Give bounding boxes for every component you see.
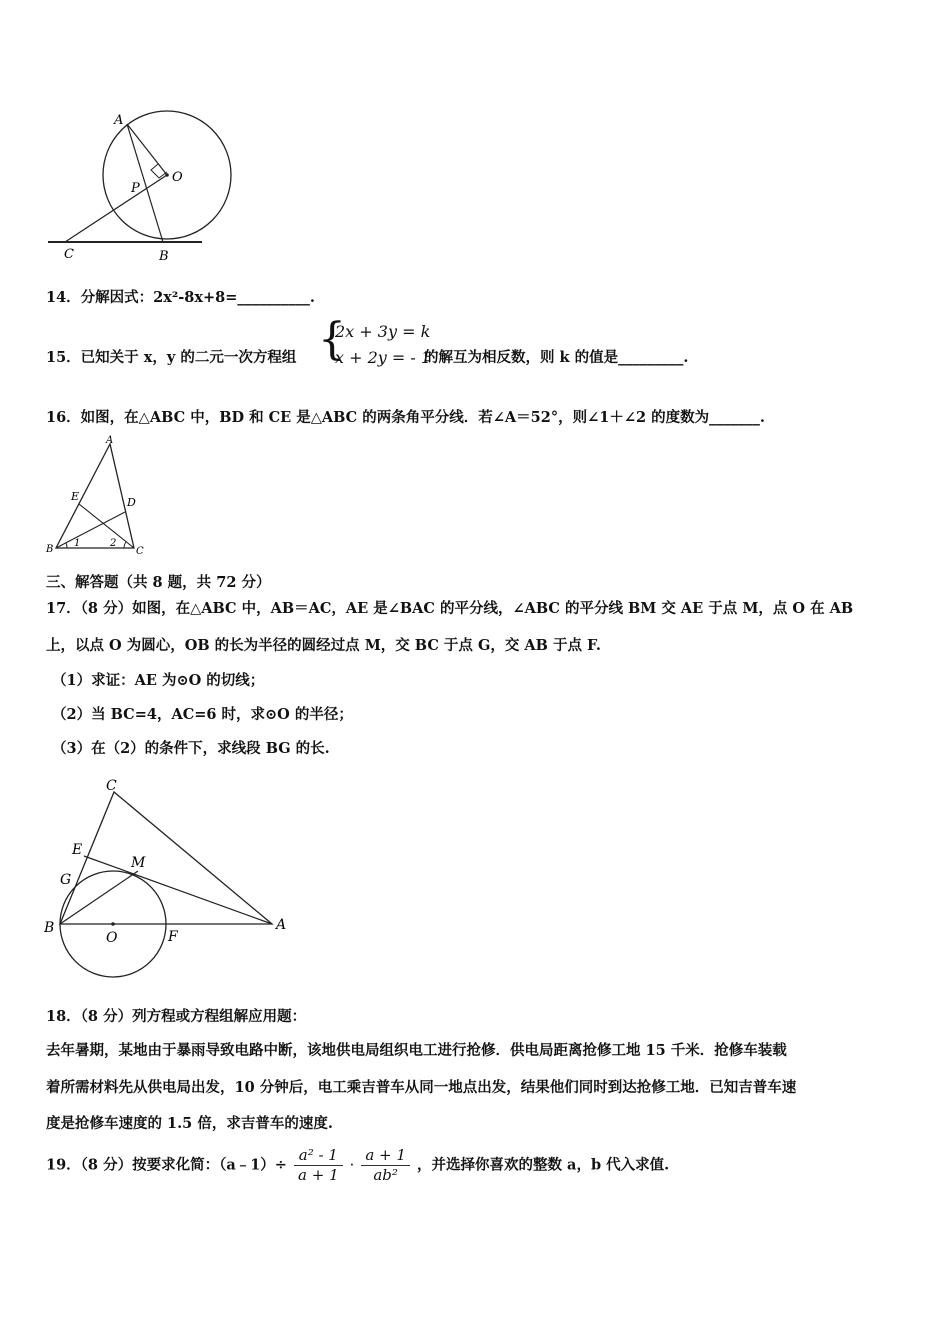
fraction-1-numerator: a² - 1 <box>294 1148 343 1166</box>
label-e: E <box>71 490 80 503</box>
segment-ae <box>84 856 272 924</box>
fraction-1-denominator: a + 1 <box>298 1166 339 1184</box>
equation-1: 2x + 3y = k <box>335 322 431 341</box>
label-m: M <box>131 855 146 871</box>
label-b: B <box>46 544 54 555</box>
question-18-line-3: 度是抢修车速度的 1.5 倍，求吉普车的速度. <box>46 1115 333 1132</box>
segment-bm <box>60 871 138 924</box>
question-15-suffix: 的解互为相反数，则 k 的值是_________. <box>424 349 689 366</box>
figure-triangle-circle <box>40 772 300 982</box>
center-dot <box>165 173 169 177</box>
label-c: C <box>64 247 74 262</box>
triangle-abc <box>56 444 134 548</box>
angle-2-arc <box>124 542 126 548</box>
label-f: F <box>168 929 178 945</box>
question-16: 16．如图，在△ABC 中，BD 和 CE 是△ABC 的两条角平分线．若∠A＝52°，则∠1＋∠2 的度数为_______. <box>46 409 765 426</box>
label-b: B <box>159 249 169 264</box>
label-c: C <box>136 546 144 557</box>
label-2: 2 <box>110 538 117 549</box>
label-e: E <box>72 842 83 858</box>
question-17-line-1: 17．（8 分）如图，在△ABC 中，AB＝AC，AE 是∠BAC 的平分线，∠ABC 的平分线 BM 交 AE 于点 M，点 O 在 AB <box>46 600 854 617</box>
equation-brace: { <box>318 314 346 365</box>
question-18-line-2: 着所需材料先从供电局出发，10 分钟后，电工乘吉普车从同一地点出发，结果他们同时到达抢修工地．已知吉普车速 <box>46 1079 797 1096</box>
section-3-title: 三、解答题（共 8 题，共 72 分） <box>46 574 271 591</box>
segment-cp <box>65 175 167 242</box>
figure-circle-tangent <box>40 108 250 268</box>
question-19-suffix: ，并选择你喜欢的整数 a，b 代入求值. <box>417 1156 670 1174</box>
figure-triangle-bisectors <box>40 432 160 562</box>
question-14: 14．分解因式：2x²-8x+8=__________. <box>46 289 315 306</box>
multiply-dot: · <box>349 1157 355 1174</box>
equation-2: x + 2y = - 1 <box>335 348 432 367</box>
fraction-2 <box>361 1148 410 1183</box>
angle-1-arc <box>66 543 67 548</box>
label-c: C <box>106 778 117 794</box>
question-17-part-2: （2）当 BC=4，AC=6 时，求⊙O 的半径； <box>52 706 353 723</box>
question-18-line-1: 去年暑期，某地由于暴雨导致电路中断，该地供电局组织电工进行抢修．供电局距离抢修工地 15 千米．抢修车装载 <box>46 1042 787 1059</box>
question-19-prefix: 19．（8 分）按要求化简：（a﹣1）÷ <box>46 1156 287 1174</box>
question-17-part-1: （1）求证：AE 为⊙O 的切线； <box>52 672 265 689</box>
label-o: O <box>172 170 183 185</box>
question-17-line-2: 上，以点 O 为圆心，OB 的长为半径的圆经过点 M，交 BC 于点 G，交 AB 于点 F. <box>46 637 601 654</box>
segment-ao <box>127 124 167 175</box>
label-a: A <box>276 917 287 933</box>
center-dot <box>111 922 115 926</box>
question-18-title: 18．（8 分）列方程或方程组解应用题： <box>46 1008 307 1025</box>
equation-system <box>335 319 431 371</box>
triangle-abc <box>60 792 272 924</box>
label-p: P <box>131 181 140 196</box>
fraction-1 <box>294 1148 343 1183</box>
label-a: A <box>114 113 124 128</box>
question-19 <box>46 1148 669 1183</box>
question-17-part-3: （3）在（2）的条件下，求线段 BG 的长. <box>52 740 330 757</box>
label-1: 1 <box>74 538 81 549</box>
fraction-2-numerator: a + 1 <box>361 1148 410 1166</box>
label-b: B <box>44 920 55 936</box>
label-a: A <box>106 435 114 446</box>
question-15-prefix: 15．已知关于 x，y 的二元一次方程组 <box>46 349 297 366</box>
fraction-2-denominator: ab² <box>373 1166 398 1184</box>
label-g: G <box>60 872 72 888</box>
label-d: D <box>127 496 136 509</box>
label-o: O <box>106 930 118 946</box>
